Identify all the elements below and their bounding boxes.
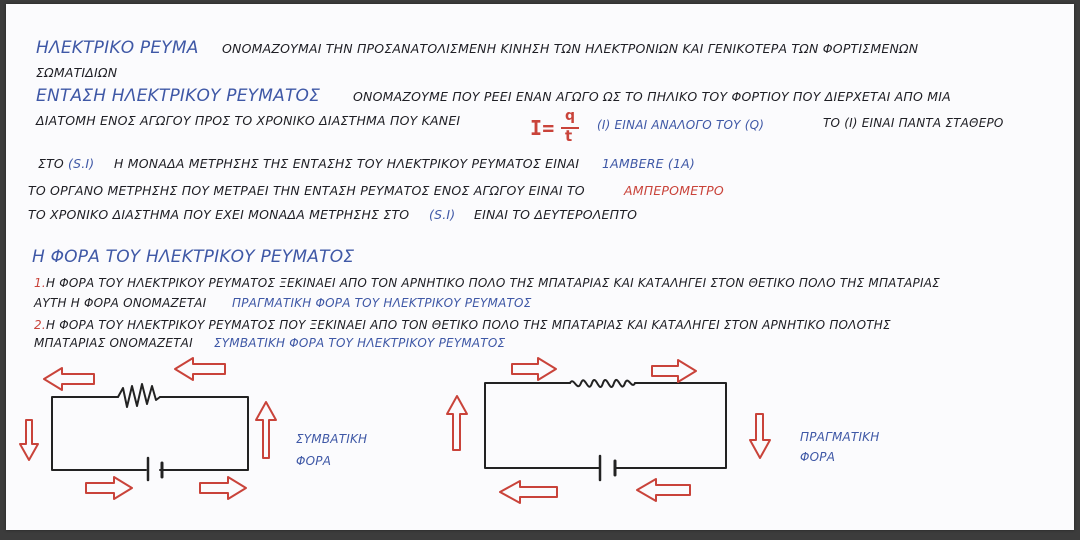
meter-name: ΑΜΠΕΡΟΜΕΤΡΟ <box>624 183 724 198</box>
left-diagram-label-line2: ΦΟΡΑ <box>296 454 332 468</box>
item2-name-prefix: ΜΠΑΤΑΡΙΑΣ ΟΝΟΜΑΖΕΤΑΙ <box>34 336 193 350</box>
time-line-end: ΕΙΝΑΙ ΤΟ ΔΕΥΤΕΡΟΛΕΠΤΟ <box>474 207 638 222</box>
left-diagram-label-line1: ΣΥΜΒΑΤΙΚΗ <box>296 432 368 446</box>
item1-name: ΠΡΑΓΜΑΤΙΚΗ ΦΟΡΑ ΤΟΥ ΗΛΕΚΤΡΙΚΟΥ ΡΕΥΜΑΤΟΣ <box>232 296 532 310</box>
arrow-right-icon <box>512 358 556 380</box>
direction-heading: Η ΦΟΡΑ ΤΟΥ ΗΛΕΚΤΡΙΚΟΥ ΡΕΥΜΑΤΟΣ <box>32 247 355 267</box>
si-tag: (S.I) <box>68 156 95 171</box>
si-line-prefix: ΣΤΟ <box>38 156 64 171</box>
arrow-right-icon <box>652 360 696 382</box>
proportional-note: (I) ΕΙΝΑΙ ΑΝΑΛΟΓΟ ΤΟΥ (Q) <box>597 118 765 132</box>
time-line-tag: (S.I) <box>429 207 456 222</box>
si-unit: 1AMBERE (1A) <box>602 156 695 171</box>
arrow-down-icon <box>750 414 770 458</box>
item1-number: 1. <box>34 276 46 290</box>
formula-denominator: t <box>565 127 573 145</box>
intensity-definition-line2: ΔΙΑΤΟΜΗ ΕΝΟΣ ΑΓΩΓΟΥ ΠΡΟΣ ΤΟ ΧΡΟΝΙΚΟ ΔΙΑΣΤΗΜΑ ΠΟΥ ΚΑΝΕΙ <box>36 113 461 128</box>
arrow-left-icon <box>175 358 225 380</box>
right-resistor-icon <box>570 380 635 387</box>
current-term: ΗΛΕΚΤΡΙΚΟ ΡΕΥΜΑ <box>36 38 199 58</box>
arrow-right-icon <box>200 477 246 499</box>
arrow-left-icon <box>500 481 557 503</box>
formula-numerator: q <box>565 108 576 124</box>
constant-note: ΤΟ (I) ΕΙΝΑΙ ΠΑΝΤΑ ΣΤΑΘΕΡΟ <box>823 116 1004 130</box>
current-definition-line2: ΣΩΜΑΤΙΔΙΩΝ <box>36 65 118 80</box>
left-circuit <box>52 384 248 480</box>
item2-name: ΣΥΜΒΑΤΙΚΗ ΦΟΡΑ ΤΟΥ ΗΛΕΚΤΡΙΚΟΥ ΡΕΥΜΑΤΟΣ <box>214 336 506 350</box>
left-circuit-wire <box>52 397 248 470</box>
arrow-up-icon <box>447 396 467 450</box>
arrow-right-icon <box>86 477 132 499</box>
arrow-down-icon <box>20 420 38 460</box>
formula-lhs: I= <box>530 116 555 140</box>
arrow-left-icon <box>44 368 94 390</box>
item1-text: Η ΦΟΡΑ ΤΟΥ ΗΛΕΚΤΡΙΚΟΥ ΡΕΥΜΑΤΟΣ ΞΕΚΙΝΑΕΙ ΑΠΟ ΤΟΝ ΑΡΝΗΤΙΚΟ ΠΟΛΟ ΤΗΣ ΜΠΑΤΑΡΙΑΣ ΚΑΙ ΚΑΤΑΛΗΓΕΙ ΣΤΟΝ ΘΕΤΙΚΟ ΠΟΛΟ ΤΗΣ ΜΠΑΤΑΡΙΑΣ <box>46 276 940 290</box>
current-definition-line1: ΟΝΟΜΑΖΟΥΜΑΙ ΤΗΝ ΠΡΟΣΑΝΑΤΟΛΙΣΜΕΝΗ ΚΙΝΗΣΗ ΤΩΝ ΗΛΕΚΤΡΟΝΙΩΝ ΚΑΙ ΓΕΝΙΚΟΤΕΡΑ ΤΩΝ ΦΟΡΤΙΣΜΕΝΩΝ <box>222 41 919 56</box>
intensity-term: ΕΝΤΑΣΗ ΗΛΕΚΤΡΙΚΟΥ ΡΕΥΜΑΤΟΣ <box>36 86 321 106</box>
left-resistor-icon <box>118 384 160 407</box>
right-circuit <box>485 380 726 480</box>
arrow-up-icon <box>256 402 276 458</box>
si-line-text: Η ΜΟΝΑΔΑ ΜΕΤΡΗΣΗΣ ΤΗΣ ΕΝΤΑΣΗΣ ΤΟΥ ΗΛΕΚΤΡΙΚΟΥ ΡΕΥΜΑΤΟΣ ΕΙΝΑΙ <box>114 156 580 171</box>
item1-name-prefix: ΑΥΤΗ Η ΦΟΡΑ ΟΝΟΜΑΖΕΤΑΙ <box>34 296 207 310</box>
intensity-definition-line1: ΟΝΟΜΑΖΟΥΜΕ ΠΟΥ ΡΕΕΙ ΕΝΑΝ ΑΓΩΓΟ ΩΣ ΤΟ ΠΗΛΙΚΟ ΤΟΥ ΦΟΡΤΙΟΥ ΠΟΥ ΔΙΕΡΧΕΤΑΙ ΑΠΟ ΜΙΑ <box>353 89 951 104</box>
meter-line-text: ΤΟ ΟΡΓΑΝΟ ΜΕΤΡΗΣΗΣ ΠΟΥ ΜΕΤΡΑΕΙ ΤΗΝ ΕΝΤΑΣΗ ΡΕΥΜΑΤΟΣ ΕΝΟΣ ΑΓΩΓΟΥ ΕΙΝΑΙ ΤΟ <box>28 183 585 198</box>
right-circuit-wire <box>485 383 726 468</box>
item2-number: 2. <box>34 318 46 332</box>
right-diagram-label-line2: ΦΟΡΑ <box>800 450 836 464</box>
right-diagram-label-line1: ΠΡΑΓΜΑΤΙΚΗ <box>800 430 880 444</box>
item2-text: Η ΦΟΡΑ ΤΟΥ ΗΛΕΚΤΡΙΚΟΥ ΡΕΥΜΑΤΟΣ ΠΟΥ ΞΕΚΙΝΑΕΙ ΑΠΟ ΤΟΝ ΘΕΤΙΚΟ ΠΟΛΟ ΤΗΣ ΜΠΑΤΑΡΙΑΣ ΚΑΙ ΚΑΤΑΛΗΓΕΙ ΣΤΟΝ ΑΡΝΗΤΙΚΟ ΠΟΛΟΤΗΣ <box>46 318 891 332</box>
arrow-left-icon <box>637 479 690 501</box>
time-line-text: ΤΟ ΧΡΟΝΙΚΟ ΔΙΑΣΤΗΜΑ ΠΟΥ ΕΧΕΙ ΜΟΝΑΔΑ ΜΕΤΡΗΣΗΣ ΣΤΟ <box>28 207 410 222</box>
